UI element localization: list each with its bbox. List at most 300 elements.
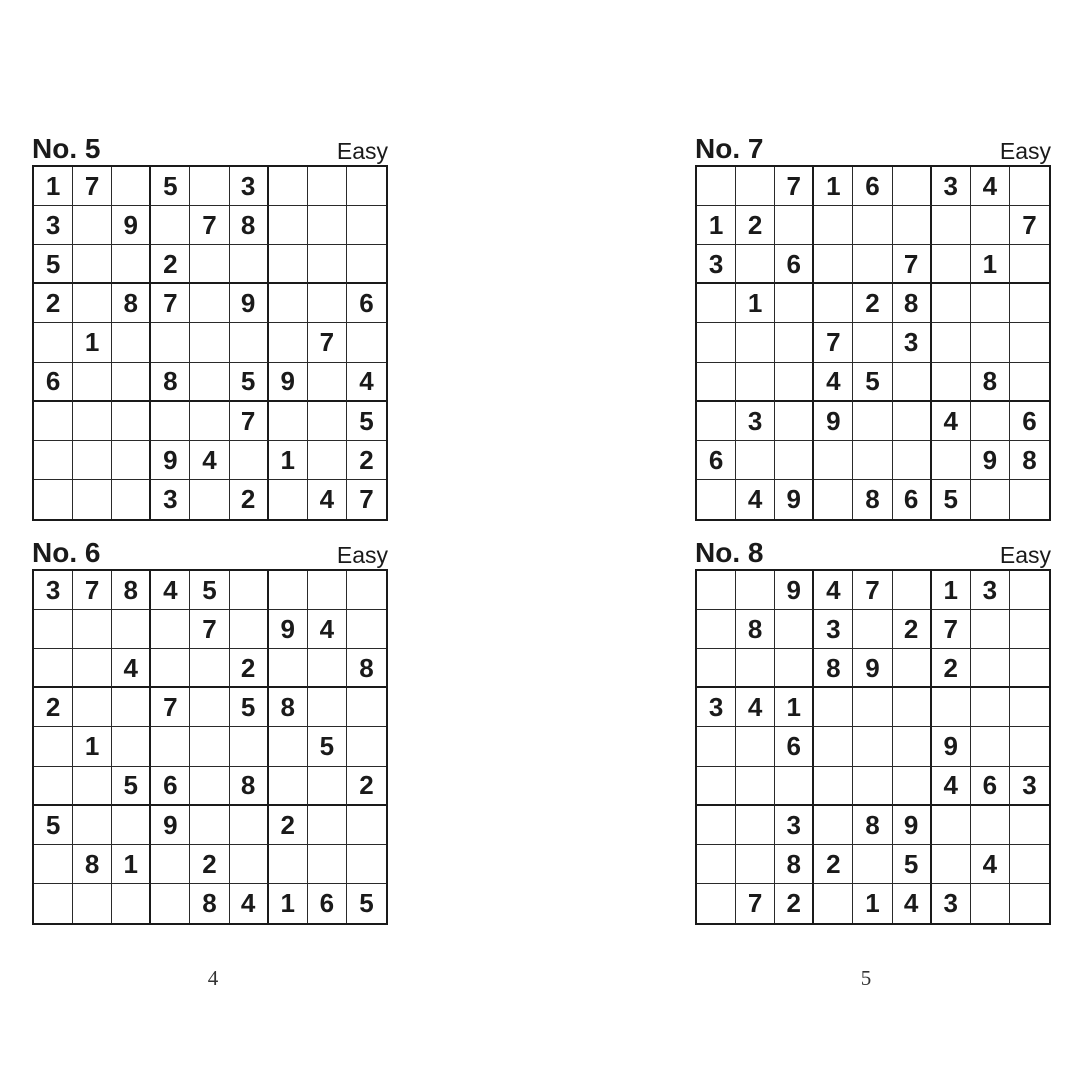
given-digit-cell: 3 <box>814 610 853 649</box>
empty-cell[interactable] <box>73 610 112 649</box>
given-digit-cell: 7 <box>775 167 814 206</box>
given-digit-cell: 9 <box>269 610 308 649</box>
given-digit-cell: 7 <box>151 284 190 323</box>
given-digit-cell: 1 <box>73 323 112 362</box>
given-digit-cell: 8 <box>736 610 775 649</box>
sudoku-grid <box>32 165 388 521</box>
empty-cell[interactable] <box>73 402 112 441</box>
empty-cell[interactable] <box>190 767 229 806</box>
given-digit-cell: 4 <box>230 884 269 923</box>
empty-cell[interactable] <box>697 884 736 923</box>
empty-cell[interactable] <box>269 767 308 806</box>
empty-cell[interactable] <box>112 167 151 206</box>
empty-cell[interactable] <box>736 767 775 806</box>
given-digit-cell: 3 <box>230 167 269 206</box>
empty-cell[interactable] <box>697 767 736 806</box>
empty-cell[interactable] <box>697 167 736 206</box>
given-digit-cell: 3 <box>34 206 73 245</box>
empty-cell[interactable] <box>151 727 190 766</box>
empty-cell[interactable] <box>269 402 308 441</box>
empty-cell[interactable] <box>34 610 73 649</box>
given-digit-cell: 8 <box>151 363 190 402</box>
empty-cell[interactable] <box>736 845 775 884</box>
empty-cell[interactable] <box>775 649 814 688</box>
empty-cell[interactable] <box>853 245 892 284</box>
empty-cell[interactable] <box>893 649 932 688</box>
empty-cell[interactable] <box>697 323 736 362</box>
empty-cell[interactable] <box>814 767 853 806</box>
empty-cell[interactable] <box>190 323 229 362</box>
empty-cell[interactable] <box>347 806 386 845</box>
empty-cell[interactable] <box>73 284 112 323</box>
empty-cell[interactable] <box>1010 610 1049 649</box>
empty-cell[interactable] <box>190 245 229 284</box>
empty-cell[interactable] <box>697 284 736 323</box>
empty-cell[interactable] <box>190 284 229 323</box>
given-digit-cell: 6 <box>971 767 1010 806</box>
given-digit-cell: 1 <box>34 167 73 206</box>
given-digit-cell: 1 <box>736 284 775 323</box>
difficulty-label: Easy <box>336 542 388 568</box>
empty-cell[interactable] <box>853 610 892 649</box>
empty-cell[interactable] <box>893 167 932 206</box>
empty-cell[interactable] <box>932 441 971 480</box>
empty-cell[interactable] <box>893 206 932 245</box>
empty-cell[interactable] <box>775 363 814 402</box>
empty-cell[interactable] <box>347 245 386 284</box>
given-digit-cell: 7 <box>1010 206 1049 245</box>
empty-cell[interactable] <box>308 402 347 441</box>
empty-cell[interactable] <box>814 284 853 323</box>
empty-cell[interactable] <box>697 727 736 766</box>
empty-cell[interactable] <box>151 610 190 649</box>
sudoku-grid <box>32 569 388 925</box>
empty-cell[interactable] <box>269 845 308 884</box>
empty-cell[interactable] <box>736 571 775 610</box>
empty-cell[interactable] <box>269 284 308 323</box>
empty-cell[interactable] <box>73 480 112 519</box>
given-digit-cell: 1 <box>697 206 736 245</box>
empty-cell[interactable] <box>347 688 386 727</box>
given-digit-cell: 5 <box>230 688 269 727</box>
given-digit-cell: 7 <box>151 688 190 727</box>
empty-cell[interactable] <box>34 649 73 688</box>
given-digit-cell: 7 <box>736 884 775 923</box>
given-digit-cell: 6 <box>775 727 814 766</box>
empty-cell[interactable] <box>34 727 73 766</box>
empty-cell[interactable] <box>73 688 112 727</box>
empty-cell[interactable] <box>34 441 73 480</box>
given-digit-cell: 7 <box>932 610 971 649</box>
empty-cell[interactable] <box>697 610 736 649</box>
given-digit-cell: 7 <box>814 323 853 362</box>
given-digit-cell: 6 <box>151 767 190 806</box>
given-digit-cell: 5 <box>347 402 386 441</box>
given-digit-cell: 1 <box>971 245 1010 284</box>
empty-cell[interactable] <box>814 206 853 245</box>
empty-cell[interactable] <box>893 441 932 480</box>
given-digit-cell: 4 <box>814 363 853 402</box>
empty-cell[interactable] <box>853 845 892 884</box>
given-digit-cell: 2 <box>853 284 892 323</box>
given-digit-cell: 3 <box>775 806 814 845</box>
empty-cell[interactable] <box>736 363 775 402</box>
puzzle-title: No. 8 <box>695 537 764 568</box>
given-digit-cell: 1 <box>775 688 814 727</box>
puzzle-no-5 <box>32 133 388 521</box>
empty-cell[interactable] <box>230 610 269 649</box>
empty-cell[interactable] <box>73 441 112 480</box>
empty-cell[interactable] <box>736 323 775 362</box>
empty-cell[interactable] <box>736 727 775 766</box>
empty-cell[interactable] <box>73 767 112 806</box>
given-digit-cell: 4 <box>190 441 229 480</box>
empty-cell[interactable] <box>230 323 269 362</box>
empty-cell[interactable] <box>697 806 736 845</box>
empty-cell[interactable] <box>736 649 775 688</box>
empty-cell[interactable] <box>971 323 1010 362</box>
empty-cell[interactable] <box>347 610 386 649</box>
given-digit-cell: 4 <box>308 610 347 649</box>
given-digit-cell: 2 <box>230 649 269 688</box>
empty-cell[interactable] <box>230 571 269 610</box>
empty-cell[interactable] <box>814 245 853 284</box>
empty-cell[interactable] <box>893 363 932 402</box>
empty-cell[interactable] <box>308 245 347 284</box>
empty-cell[interactable] <box>230 845 269 884</box>
empty-cell[interactable] <box>190 727 229 766</box>
empty-cell[interactable] <box>971 688 1010 727</box>
empty-cell[interactable] <box>112 688 151 727</box>
empty-cell[interactable] <box>151 649 190 688</box>
given-digit-cell: 4 <box>893 884 932 923</box>
empty-cell[interactable] <box>971 480 1010 519</box>
given-digit-cell: 9 <box>893 806 932 845</box>
empty-cell[interactable] <box>736 806 775 845</box>
given-digit-cell: 7 <box>308 323 347 362</box>
empty-cell[interactable] <box>73 806 112 845</box>
empty-cell[interactable] <box>736 245 775 284</box>
empty-cell[interactable] <box>853 402 892 441</box>
empty-cell[interactable] <box>269 480 308 519</box>
empty-cell[interactable] <box>269 206 308 245</box>
given-digit-cell: 3 <box>932 167 971 206</box>
empty-cell[interactable] <box>308 688 347 727</box>
empty-cell[interactable] <box>308 845 347 884</box>
empty-cell[interactable] <box>932 245 971 284</box>
given-digit-cell: 8 <box>814 649 853 688</box>
empty-cell[interactable] <box>230 727 269 766</box>
empty-cell[interactable] <box>112 363 151 402</box>
given-digit-cell: 5 <box>308 727 347 766</box>
empty-cell[interactable] <box>814 688 853 727</box>
puzzle-no-7 <box>695 133 1051 521</box>
empty-cell[interactable] <box>971 649 1010 688</box>
empty-cell[interactable] <box>814 727 853 766</box>
empty-cell[interactable] <box>1010 688 1049 727</box>
empty-cell[interactable] <box>814 806 853 845</box>
empty-cell[interactable] <box>112 727 151 766</box>
empty-cell[interactable] <box>932 845 971 884</box>
empty-cell[interactable] <box>73 363 112 402</box>
empty-cell[interactable] <box>893 402 932 441</box>
given-digit-cell: 6 <box>34 363 73 402</box>
given-digit-cell: 3 <box>1010 767 1049 806</box>
empty-cell[interactable] <box>112 402 151 441</box>
puzzle-header <box>32 537 388 569</box>
given-digit-cell: 2 <box>814 845 853 884</box>
given-digit-cell: 8 <box>893 284 932 323</box>
given-digit-cell: 8 <box>347 649 386 688</box>
given-digit-cell: 2 <box>736 206 775 245</box>
given-digit-cell: 6 <box>1010 402 1049 441</box>
empty-cell[interactable] <box>853 688 892 727</box>
empty-cell[interactable] <box>269 245 308 284</box>
empty-cell[interactable] <box>853 767 892 806</box>
given-digit-cell: 7 <box>190 610 229 649</box>
empty-cell[interactable] <box>971 727 1010 766</box>
given-digit-cell: 9 <box>151 441 190 480</box>
given-digit-cell: 8 <box>775 845 814 884</box>
given-digit-cell: 2 <box>230 480 269 519</box>
given-digit-cell: 4 <box>112 649 151 688</box>
empty-cell[interactable] <box>697 402 736 441</box>
empty-cell[interactable] <box>190 806 229 845</box>
given-digit-cell: 8 <box>73 845 112 884</box>
given-digit-cell: 6 <box>697 441 736 480</box>
empty-cell[interactable] <box>697 480 736 519</box>
given-digit-cell: 3 <box>932 884 971 923</box>
empty-cell[interactable] <box>814 480 853 519</box>
empty-cell[interactable] <box>308 363 347 402</box>
empty-cell[interactable] <box>971 884 1010 923</box>
given-digit-cell: 7 <box>190 206 229 245</box>
empty-cell[interactable] <box>347 323 386 362</box>
empty-cell[interactable] <box>1010 363 1049 402</box>
empty-cell[interactable] <box>814 441 853 480</box>
given-digit-cell: 3 <box>736 402 775 441</box>
empty-cell[interactable] <box>308 206 347 245</box>
given-digit-cell: 9 <box>775 571 814 610</box>
empty-cell[interactable] <box>347 571 386 610</box>
given-digit-cell: 1 <box>73 727 112 766</box>
given-digit-cell: 8 <box>112 284 151 323</box>
given-digit-cell: 8 <box>230 767 269 806</box>
empty-cell[interactable] <box>269 323 308 362</box>
given-digit-cell: 1 <box>853 884 892 923</box>
empty-cell[interactable] <box>775 284 814 323</box>
empty-cell[interactable] <box>112 323 151 362</box>
empty-cell[interactable] <box>1010 649 1049 688</box>
given-digit-cell: 6 <box>893 480 932 519</box>
given-digit-cell: 1 <box>269 884 308 923</box>
empty-cell[interactable] <box>1010 480 1049 519</box>
given-digit-cell: 7 <box>359 484 374 515</box>
given-digit-cell: 7 <box>73 571 112 610</box>
empty-cell[interactable] <box>308 806 347 845</box>
empty-cell[interactable] <box>151 884 190 923</box>
empty-cell[interactable] <box>853 323 892 362</box>
empty-cell[interactable] <box>1010 323 1049 362</box>
given-digit-cell: 5 <box>230 363 269 402</box>
empty-cell[interactable] <box>347 206 386 245</box>
empty-cell[interactable] <box>853 206 892 245</box>
given-digit-cell: 5 <box>359 888 374 919</box>
page-number-right: 5 <box>860 966 872 990</box>
given-digit-cell: 3 <box>34 571 73 610</box>
empty-cell[interactable] <box>1010 806 1049 845</box>
empty-cell[interactable] <box>932 363 971 402</box>
empty-cell[interactable] <box>1010 727 1049 766</box>
given-digit-cell: 5 <box>34 806 73 845</box>
given-digit-cell: 9 <box>112 206 151 245</box>
empty-cell[interactable] <box>1010 845 1049 884</box>
empty-cell[interactable] <box>34 845 73 884</box>
empty-cell[interactable] <box>775 402 814 441</box>
empty-cell[interactable] <box>853 727 892 766</box>
given-digit-cell: 4 <box>971 845 1010 884</box>
empty-cell[interactable] <box>775 323 814 362</box>
empty-cell[interactable] <box>151 323 190 362</box>
empty-cell[interactable] <box>190 649 229 688</box>
empty-cell[interactable] <box>230 245 269 284</box>
empty-cell[interactable] <box>308 167 347 206</box>
empty-cell[interactable] <box>932 688 971 727</box>
empty-cell[interactable] <box>73 884 112 923</box>
empty-cell[interactable] <box>34 323 73 362</box>
empty-cell[interactable] <box>269 649 308 688</box>
empty-cell[interactable] <box>308 284 347 323</box>
given-digit-cell: 6 <box>775 245 814 284</box>
empty-cell[interactable] <box>1010 167 1049 206</box>
empty-cell[interactable] <box>971 284 1010 323</box>
empty-cell[interactable] <box>932 806 971 845</box>
empty-cell[interactable] <box>34 884 73 923</box>
empty-cell[interactable] <box>269 571 308 610</box>
given-digit-cell: 8 <box>112 571 151 610</box>
given-digit-cell: 4 <box>347 363 386 402</box>
empty-cell[interactable] <box>308 767 347 806</box>
given-digit-cell: 3 <box>971 571 1010 610</box>
empty-cell[interactable] <box>932 206 971 245</box>
empty-cell[interactable] <box>308 571 347 610</box>
empty-cell[interactable] <box>34 402 73 441</box>
empty-cell[interactable] <box>230 806 269 845</box>
empty-cell[interactable] <box>971 402 1010 441</box>
empty-cell[interactable] <box>269 167 308 206</box>
given-digit-cell: 4 <box>932 767 971 806</box>
empty-cell[interactable] <box>1010 884 1049 923</box>
empty-cell[interactable] <box>1010 571 1049 610</box>
empty-cell[interactable] <box>775 441 814 480</box>
given-digit-cell: 8 <box>853 806 892 845</box>
empty-cell[interactable] <box>73 206 112 245</box>
given-digit-cell: 5 <box>112 767 151 806</box>
given-digit-cell: 9 <box>775 480 814 519</box>
empty-cell[interactable] <box>775 206 814 245</box>
empty-cell[interactable] <box>151 402 190 441</box>
empty-cell[interactable] <box>893 571 932 610</box>
empty-cell[interactable] <box>697 649 736 688</box>
given-digit-cell: 4 <box>308 480 347 519</box>
empty-cell[interactable] <box>151 845 190 884</box>
empty-cell[interactable] <box>112 884 151 923</box>
empty-cell[interactable] <box>814 884 853 923</box>
puzzle-title: No. 7 <box>695 133 764 164</box>
given-digit-cell: 3 <box>697 245 736 284</box>
empty-cell[interactable] <box>971 206 1010 245</box>
empty-cell[interactable] <box>893 767 932 806</box>
given-digit-cell: 9 <box>151 806 190 845</box>
empty-cell[interactable] <box>308 649 347 688</box>
empty-cell[interactable] <box>73 649 112 688</box>
empty-cell[interactable] <box>112 806 151 845</box>
empty-cell[interactable] <box>112 441 151 480</box>
empty-cell[interactable] <box>190 480 229 519</box>
empty-cell[interactable] <box>190 688 229 727</box>
empty-cell[interactable] <box>230 441 269 480</box>
empty-cell[interactable] <box>893 688 932 727</box>
empty-cell[interactable] <box>775 767 814 806</box>
empty-cell[interactable] <box>1010 245 1049 284</box>
empty-cell[interactable] <box>1010 284 1049 323</box>
empty-cell[interactable] <box>347 727 386 766</box>
empty-cell[interactable] <box>347 167 386 206</box>
empty-cell[interactable] <box>971 806 1010 845</box>
empty-cell[interactable] <box>893 727 932 766</box>
given-digit-cell: 3 <box>151 480 190 519</box>
empty-cell[interactable] <box>775 610 814 649</box>
given-digit-cell: 1 <box>269 441 308 480</box>
empty-cell[interactable] <box>736 167 775 206</box>
given-digit-cell: 5 <box>34 245 73 284</box>
sudoku-grid <box>695 165 1051 521</box>
empty-cell[interactable] <box>697 571 736 610</box>
empty-cell[interactable] <box>932 323 971 362</box>
puzzle-title: No. 6 <box>32 537 101 568</box>
empty-cell[interactable] <box>112 610 151 649</box>
given-digit-cell: 2 <box>34 688 73 727</box>
given-digit-cell: 6 <box>308 884 347 923</box>
empty-cell[interactable] <box>112 245 151 284</box>
page-number-left: 4 <box>207 966 219 990</box>
given-digit-cell: 4 <box>736 688 775 727</box>
empty-cell[interactable] <box>112 480 151 519</box>
empty-cell[interactable] <box>932 284 971 323</box>
empty-cell[interactable] <box>190 167 229 206</box>
empty-cell[interactable] <box>853 441 892 480</box>
empty-cell[interactable] <box>308 441 347 480</box>
empty-cell[interactable] <box>34 480 73 519</box>
empty-cell[interactable] <box>151 206 190 245</box>
empty-cell[interactable] <box>347 845 386 884</box>
given-digit-cell: 6 <box>853 167 892 206</box>
empty-cell[interactable] <box>269 727 308 766</box>
empty-cell[interactable] <box>190 402 229 441</box>
difficulty-label: Easy <box>336 138 388 164</box>
given-digit-cell: 3 <box>893 323 932 362</box>
given-digit-cell: 2 <box>151 245 190 284</box>
empty-cell[interactable] <box>190 363 229 402</box>
empty-cell[interactable] <box>73 245 112 284</box>
given-digit-cell: 2 <box>775 884 814 923</box>
empty-cell[interactable] <box>697 363 736 402</box>
empty-cell[interactable] <box>736 441 775 480</box>
empty-cell[interactable] <box>34 767 73 806</box>
given-digit-cell: 8 <box>190 884 229 923</box>
empty-cell[interactable] <box>697 845 736 884</box>
empty-cell[interactable] <box>971 610 1010 649</box>
